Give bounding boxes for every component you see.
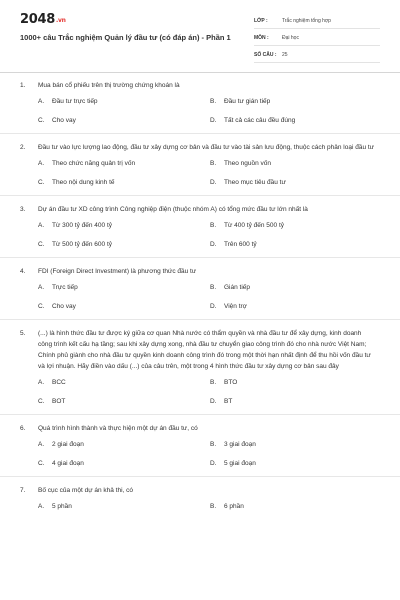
logo-suffix: .vn [55,17,66,24]
option-text: Theo chức năng quản trị vốn [52,160,136,167]
meta-key: SỐ CÂU : [254,52,277,58]
option-c[interactable] [38,302,210,312]
question-divider [0,476,400,477]
question-text: Đầu tư vào lực lượng lao động, đầu tư xây dựng cơ bản và đầu tư vào tài sản lưu động, thuộc cách phân loại đầu tư [38,144,375,151]
option-letter: B. [210,441,217,448]
option-letter: A. [38,160,45,167]
option-b[interactable] [210,502,382,512]
question-7 [0,485,400,512]
question-4 [0,266,400,320]
question-number: 7. [20,487,26,494]
option-letter: D. [210,241,217,248]
meta-key: MÔN : [254,35,269,41]
option-text: Trực tiếp [52,284,78,291]
option-letter: A. [38,503,45,510]
option-text: 5 giai đoạn [224,460,256,467]
option-text: Cho vay [52,117,76,124]
option-c[interactable] [38,397,210,407]
question-2 [0,142,400,196]
question-text: Mua bán cổ phiếu trên thị trường chứng khoán là [38,82,180,89]
option-letter: D. [210,303,217,310]
option-c[interactable] [38,459,210,469]
question-number: 2. [20,144,26,151]
option-text: Tất cả các câu đều đúng [224,117,296,124]
question-divider [0,319,400,320]
question-text: Dự án đầu tư XD công trình Công nghiệp điện (thuộc nhóm A) có tổng mức đầu tư lớn nhất là [38,206,308,213]
option-b[interactable] [210,159,382,169]
question-1 [0,80,400,134]
option-d[interactable] [210,459,382,469]
question-divider [0,257,400,258]
option-b[interactable] [210,378,382,388]
option-letter: A. [38,98,45,105]
option-b[interactable] [210,221,382,231]
option-letter: C. [38,241,45,248]
meta-row-count [254,48,380,63]
meta-value: Đại học [282,35,299,41]
option-letter: C. [38,117,45,124]
options [0,378,400,407]
option-text: 3 giai đoạn [224,441,256,448]
question-3 [0,204,400,258]
option-text: 4 giai đoạn [52,460,84,467]
option-text: 6 phần [224,503,244,510]
option-letter: C. [38,179,45,186]
site-logo[interactable] [20,12,66,27]
option-a[interactable] [38,440,210,450]
meta-row-class [254,14,380,29]
option-a[interactable] [38,283,210,293]
option-letter: B. [210,284,217,291]
option-text: 2 giai đoạn [52,441,84,448]
question-6 [0,423,400,477]
option-a[interactable] [38,502,210,512]
option-text: Từ 500 tỷ đến 600 tỷ [52,241,112,248]
option-a[interactable] [38,97,210,107]
question-divider [0,195,400,196]
options [0,440,400,469]
question-text: Quá trình hình thành và thực hiện một dự án đầu tư, có [38,425,198,432]
option-text: BOT [52,398,66,405]
meta-row-subject [254,31,380,46]
option-b[interactable] [210,97,382,107]
option-letter: D. [210,398,217,405]
question-number: 6. [20,425,26,432]
options [0,502,400,512]
option-d[interactable] [210,302,382,312]
option-text: Theo nguồn vốn [224,160,271,167]
question-text: Bố cục của một dự án khả thi, có [38,487,134,494]
option-d[interactable] [210,240,382,250]
option-letter: A. [38,441,45,448]
options [0,283,400,312]
option-letter: A. [38,284,45,291]
logo-text: 2048 [20,12,55,27]
option-letter: B. [210,503,217,510]
option-c[interactable] [38,116,210,126]
option-b[interactable] [210,283,382,293]
document-title: 1000+ câu Trắc nghiệm Quản lý đầu tư (có đáp án) - Phần 1 [20,33,231,42]
question-list [0,80,400,512]
option-text: BT [224,398,233,405]
header [0,0,400,72]
option-text: Theo mục tiêu đầu tư [224,179,286,186]
option-a[interactable] [38,221,210,231]
option-letter: D. [210,179,217,186]
meta-info [254,14,380,65]
option-d[interactable] [210,116,382,126]
question-number: 5. [20,330,26,337]
header-divider [0,72,400,73]
option-letter: C. [38,460,45,467]
option-c[interactable] [38,240,210,250]
question-text: FDI (Foreign Direct Investment) là phương thức đầu tư [38,268,197,275]
option-letter: B. [210,379,217,386]
option-text: Cho vay [52,303,76,310]
options [0,221,400,250]
question-number: 3. [20,206,26,213]
option-letter: C. [38,398,45,405]
meta-value: Trắc nghiệm tổng hợp [282,18,331,24]
option-text: Viện trợ [224,303,247,310]
option-text: Trên 600 tỷ [224,241,257,248]
option-letter: A. [38,379,45,386]
question-number: 4. [20,268,26,275]
option-letter: A. [38,222,45,229]
meta-value: 25 [282,52,288,58]
option-letter: D. [210,117,217,124]
option-text: 5 phần [52,503,72,510]
option-letter: B. [210,98,217,105]
question-divider [0,414,400,415]
question-5 [0,328,400,415]
option-d[interactable] [210,178,382,188]
option-letter: C. [38,303,45,310]
question-divider [0,133,400,134]
option-text: Đầu tư trực tiếp [52,98,98,105]
option-d[interactable] [210,397,382,407]
options [0,97,400,126]
option-text: BCC [52,379,66,386]
option-text: Từ 300 tỷ đến 400 tỷ [52,222,112,229]
option-letter: D. [210,460,217,467]
option-text: Từ 400 tỷ đến 500 tỷ [224,222,284,229]
option-text: Gián tiếp [224,284,251,291]
options [0,159,400,188]
option-text: Theo nội dung kinh tế [52,179,115,186]
option-text: Đầu tư gián tiếp [224,98,271,105]
option-text: BTO [224,379,238,386]
option-letter: B. [210,160,217,167]
option-a[interactable] [38,378,210,388]
question-number: 1. [20,82,26,89]
question-text: (...) là hình thức đầu tư được ký giữa cơ quan Nhà nước có thẩm quyền và nhà đầu tư để xây dựng, kinh doanh công trình kết cấu hạ tầng; sau khi xây dựng xong, nhà đầu tư chuyển giao công trình đó cho nhà nước Việt Nam; Chính phủ giành cho nhà đầu tư quyền kinh doanh công trình đó trong một thời hạn nhất định để thu hồi vốn đầu tư và lợi nhuận. Hãy điền vào dấu (...) của câu trên, một trong 4 hình thức đầu tư xây dựng cơ bản sau đây [38,330,371,370]
option-c[interactable] [38,178,210,188]
option-b[interactable] [210,440,382,450]
option-a[interactable] [38,159,210,169]
option-letter: B. [210,222,217,229]
meta-key: LỚP : [254,18,268,24]
